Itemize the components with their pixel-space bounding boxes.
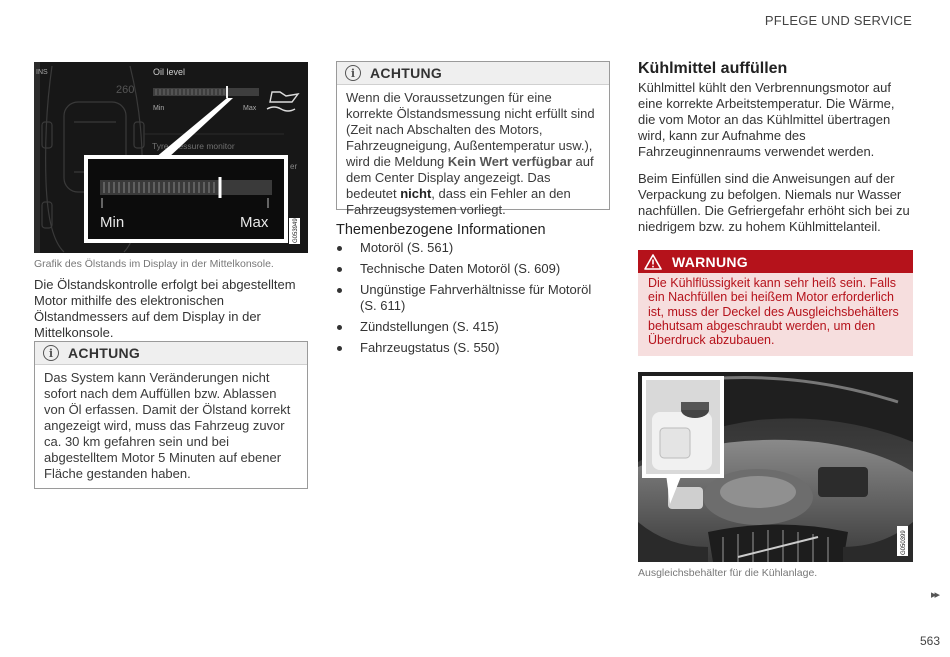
figure1-image-code: G053949 bbox=[293, 218, 299, 243]
oil-level-display-illustration bbox=[34, 62, 308, 253]
warning-text: Die Kühlflüssigkeit kann sehr heiß sein. Falls ein Nachfüllen bei heißem Motor erforderlich ist, muss der Deckel des Ausgleichsbehälters behutsam abgeschraubt werden, um den Überdruck abzubauen. bbox=[648, 276, 899, 348]
tyre-monitor-label: Tyre pressure monitor bbox=[152, 141, 235, 151]
emphasis-nicht: nicht bbox=[400, 186, 432, 201]
max-small-label: Max bbox=[243, 105, 257, 112]
notice-text: Wenn die Voraussetzungen für eine korrekte Ölstandsmessung nicht erfüllt sind (Zeit nach Abschalten des Motors, Fahrzeugneigung, Außentemperatur usw.), wird die Meldung Kein Wert verfügbar auf dem Center Display angezeigt. Das bedeutet nicht, dass ein Fehler an den Fahrzeugsystemen vorliegt. bbox=[346, 90, 595, 217]
max-large-label: Max bbox=[240, 214, 269, 231]
info-icon: i bbox=[43, 345, 59, 361]
notice-title: ACHTUNG bbox=[68, 345, 141, 361]
figure2-caption: Ausgleichsbehälter für die Kühlanlage. bbox=[638, 567, 818, 579]
svg-text:INS: INS bbox=[36, 69, 48, 76]
warning-header bbox=[638, 250, 913, 273]
related-link-ungünstige-fahrverhaeltnisse[interactable]: Ungünstige Fahrverhältnisse für Motoröl (S. 611) bbox=[336, 282, 606, 314]
message-name: Kein Wert verfügbar bbox=[447, 154, 572, 169]
coolant-title: Kühlmittel auffüllen bbox=[638, 60, 788, 77]
related-heading: Themenbezogene Informationen bbox=[336, 222, 546, 238]
warning-title: WARNUNG bbox=[672, 253, 748, 270]
engine-bay-illustration bbox=[638, 372, 913, 562]
related-link-technische-daten[interactable]: Technische Daten Motoröl (S. 609) bbox=[336, 261, 606, 277]
min-large-label: Min bbox=[100, 214, 125, 231]
coolant-paragraph-2: Beim Einfüllen sind die Anweisungen auf der Verpackung zu befolgen. Niemals nur Wasser nachfüllen. Die Gefriergefahr erhöht sich bei zu niedrigem bzw. zu hohem Kühlmittelanteil. bbox=[638, 171, 910, 234]
info-icon: i bbox=[345, 65, 361, 81]
warning-box bbox=[638, 250, 913, 356]
related-link-zuendstellungen[interactable]: Zündstellungen (S. 415) bbox=[336, 319, 606, 335]
warning-triangle-icon bbox=[644, 254, 662, 270]
related-list bbox=[336, 240, 606, 361]
notice-title: ACHTUNG bbox=[370, 65, 443, 81]
figure1-caption: Grafik des Ölstands im Display in der Mittelkonsole. bbox=[34, 258, 274, 270]
page-number: 563 bbox=[919, 634, 940, 648]
notice-header bbox=[35, 342, 307, 365]
notice-achtung-1 bbox=[34, 341, 308, 489]
notice-text: Das System kann Veränderungen nicht sofort nach dem Auffüllen bzw. Ablassen von Öl erfassen. Damit der Ölstand korrekt angezeigt wird, muss das Fahrzeug zuvor ca. 30 km gefahren sein und bei abgestelltem Motor 5 Minuten auf ebener Fläche gestanden haben. bbox=[44, 370, 291, 481]
next-page-arrow-icon[interactable]: ▸▸ bbox=[930, 589, 938, 601]
coolant-paragraph-1: Kühlmittel kühlt den Verbrennungsmotor auf eine korrekte Arbeitstemperatur. Die Wärme, die vom Motor an das Kühlmittel übertragen wird, kann zur Aufnahme des Fahrzeuginnenraums verwendet werden. bbox=[638, 80, 895, 159]
coolant-reservoir-figure bbox=[638, 372, 913, 562]
oil-level-label: Oil level bbox=[153, 67, 186, 77]
notice-header bbox=[337, 62, 609, 85]
section-header: PFLEGE UND SERVICE bbox=[764, 13, 912, 28]
related-link-motoroel[interactable]: Motoröl (S. 561) bbox=[336, 240, 606, 256]
speed-readout: 260 bbox=[116, 84, 135, 96]
related-link-fahrzeugstatus[interactable]: Fahrzeugstatus (S. 550) bbox=[336, 340, 606, 356]
oil-level-display-figure bbox=[34, 62, 308, 253]
notice-achtung-2 bbox=[336, 61, 610, 217]
svg-text:er: er bbox=[290, 162, 298, 171]
figure2-image-code: G050399 bbox=[901, 530, 907, 555]
min-small-label: Min bbox=[153, 105, 165, 112]
oil-check-paragraph: Die Ölstandskontrolle erfolgt bei abgestelltem Motor mithilfe des elektronischen Ölstandmessers auf dem Display in der Mittelkonsole. bbox=[34, 277, 296, 340]
